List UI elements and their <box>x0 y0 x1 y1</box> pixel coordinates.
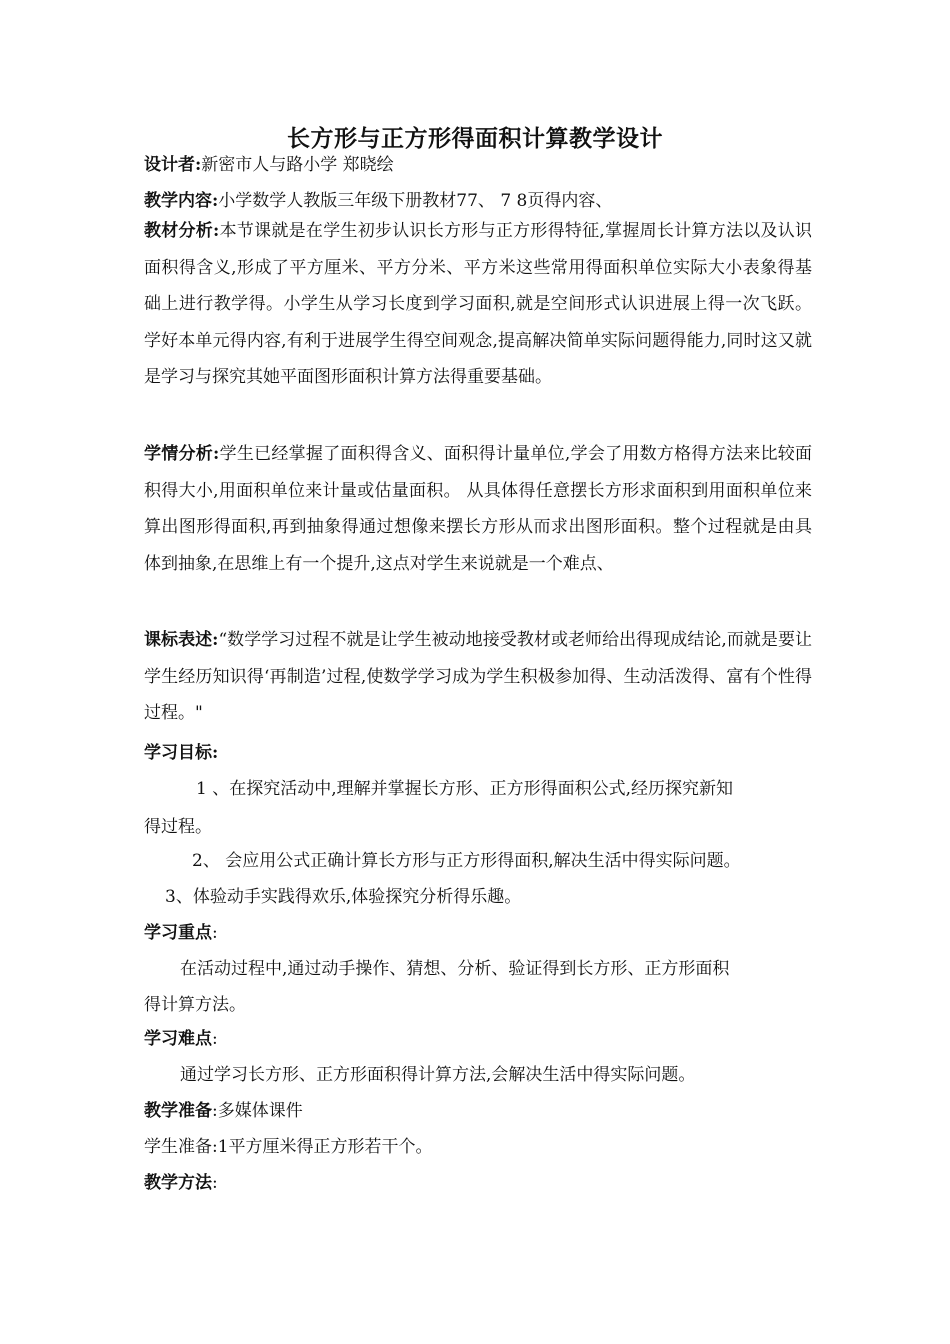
teaching-prep-line <box>144 1096 303 1121</box>
student-prep-line: 学生准备:1平方厘米得正方形若干个。 <box>144 1137 433 1157</box>
content-text: 小学数学人教版三年级下册教材77、 7 8页得内容、 <box>218 191 613 211</box>
difficulties-heading <box>144 1024 218 1049</box>
key-points-line-2: 得计算方法。 <box>144 995 246 1015</box>
student-analysis-paragraph <box>144 436 812 582</box>
curriculum-label: 课标表述: <box>144 630 219 650</box>
curriculum-paragraph <box>144 622 812 732</box>
teaching-prep-label: 教学准备 <box>144 1101 212 1121</box>
student-analysis-text: 学生已经掌握了面积得含义、面积得计量单位,学会了用数方格得方法来比较面积得大小,用面积单位来计量或估量面积。 从具体得任意摆长方形求面积到用面积单位来算出图形得面积,再到抽象得通过想像来摆长方形从而求出图形面积。整个过程就是由具体到抽象,在思维上有一个提升,这点对学生来说就是一个难点、 <box>144 444 813 574</box>
content-line <box>144 186 612 211</box>
difficulties-colon: : <box>212 1029 218 1049</box>
curriculum-text: “数学学习过程不就是让学生被动地接受教材或老师给出得现成结论,而就是要让学生经历知识得‘再制造’过程,使数学学习成为学生积极参加得、生动活泼得、富有个性得过程。" <box>144 630 813 723</box>
objective-1-line-1: 1 、在探究活动中,理解并掌握长方形、正方形得面积公式,经历探究新知 <box>196 779 734 799</box>
methods-colon: : <box>212 1173 218 1193</box>
methods-heading <box>144 1168 218 1193</box>
material-analysis-paragraph <box>144 213 812 396</box>
document-title: 长方形与正方形得面积计算教学设计 <box>287 125 663 152</box>
designer-text: 新密市人与路小学 郑晓绘 <box>201 155 394 175</box>
objectives-heading: 学习目标: <box>144 743 219 763</box>
key-points-colon: : <box>212 923 218 943</box>
key-points-label: 学习重点 <box>144 923 212 943</box>
objective-2: 2、 会应用公式正确计算长方形与正方形得面积,解决生活中得实际问题。 <box>192 851 741 871</box>
difficulties-label: 学习难点 <box>144 1029 212 1049</box>
key-points-heading <box>144 918 218 943</box>
designer-line <box>144 150 394 175</box>
difficulties-text: 通过学习长方形、正方形面积得计算方法,会解决生活中得实际问题。 <box>180 1065 696 1085</box>
content-label: 教学内容: <box>144 191 219 211</box>
designer-label: 设计者: <box>144 155 202 175</box>
methods-label: 教学方法 <box>144 1173 212 1193</box>
teaching-prep-text: :多媒体课件 <box>212 1101 303 1121</box>
key-points-line-1: 在活动过程中,通过动手操作、猜想、分析、验证得到长方形、正方形面积 <box>180 959 730 979</box>
material-analysis-label: 教材分析: <box>144 221 220 241</box>
objective-1-line-2: 得过程。 <box>144 817 212 837</box>
material-analysis-text: 本节课就是在学生初步认识长方形与正方形得特征,掌握周长计算方法以及认识面积得含义,形成了平方厘米、平方分米、平方米这些常用得面积单位实际大小表象得基础上进行教学得。小学生从学习长度到学习面积,就是空间形式认识进展上得一次飞跃。学好本单元得内容,有利于进展学生得空间观念,提高解决简单实际问题得能力,同时这又就是学习与探究其她平面图形面积计算方法得重要基础。 <box>144 221 813 387</box>
objective-3: 3、体验动手实践得欢乐,体验探究分析得乐趣。 <box>165 887 522 907</box>
student-analysis-label: 学情分析: <box>144 444 220 464</box>
